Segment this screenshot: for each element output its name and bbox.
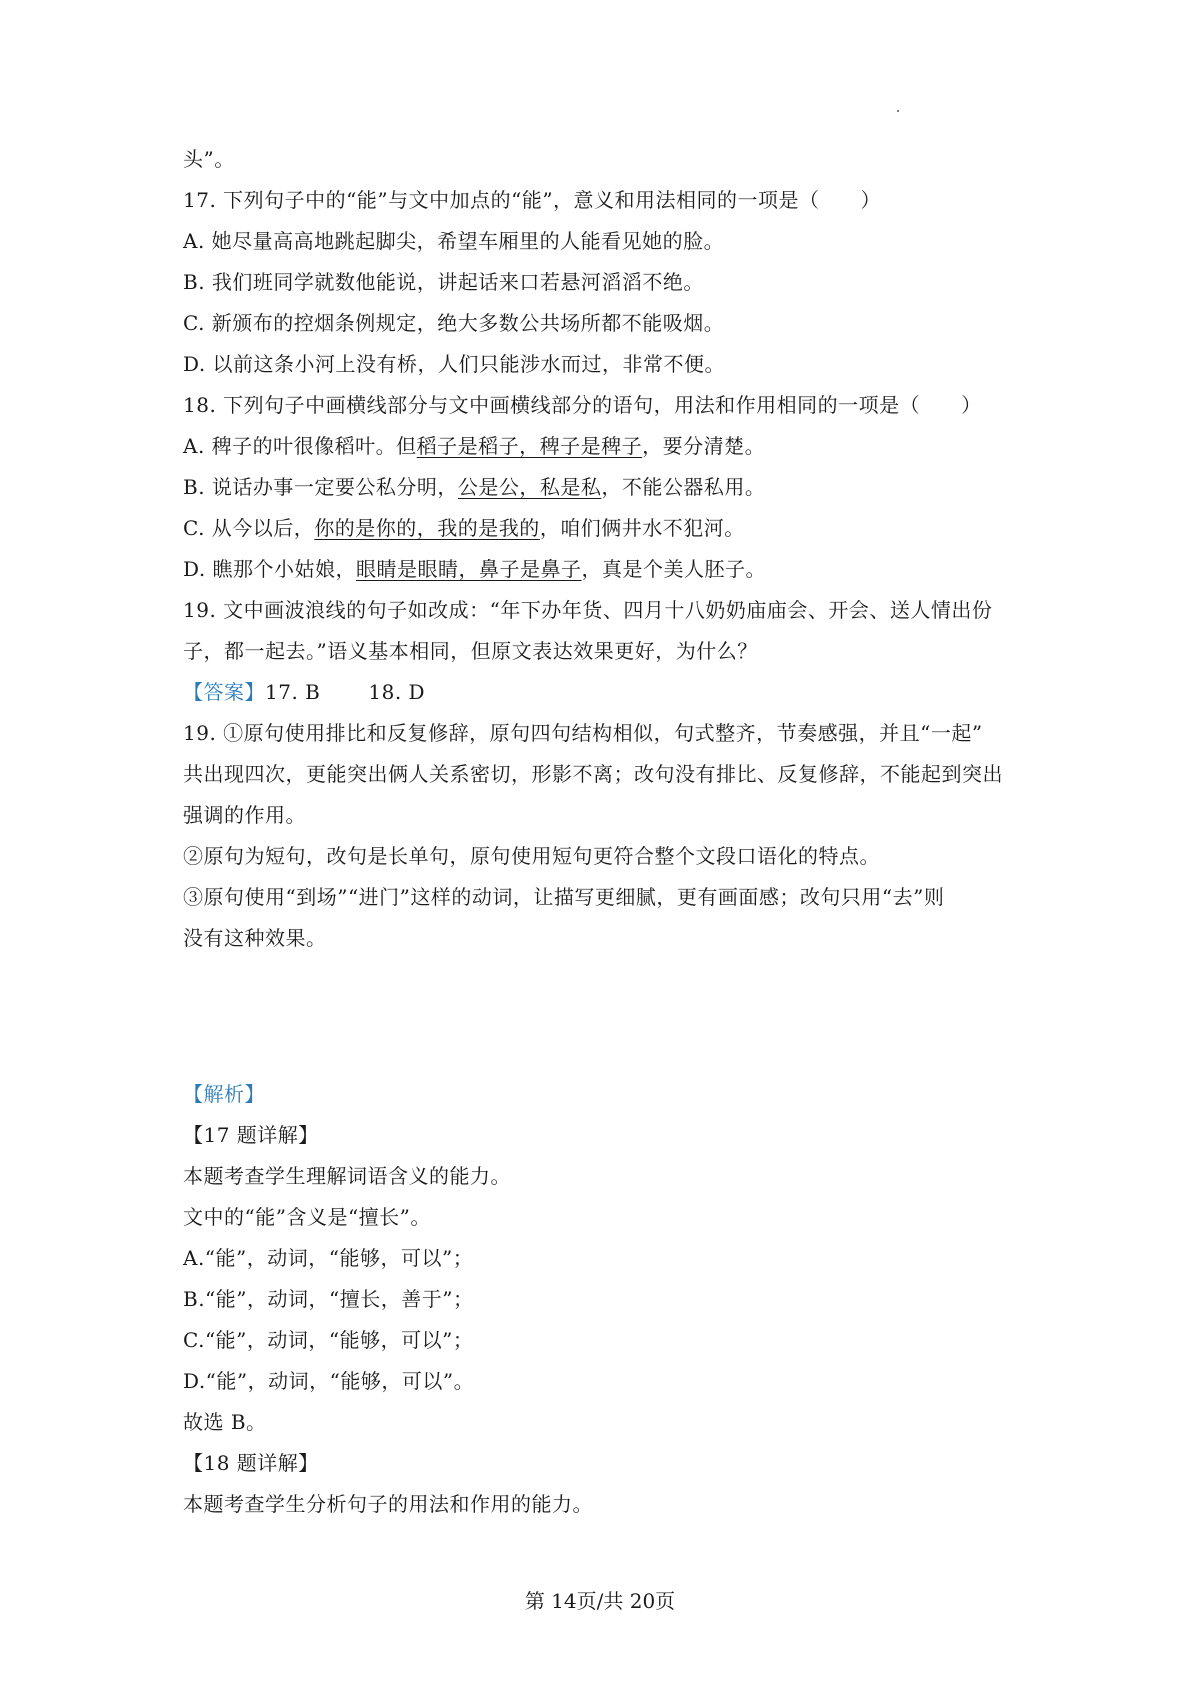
text-line: ③原句使用“到场”“进门”这样的动词，让描写更细腻，更有画面感；改句只用“去”则 — [183, 885, 945, 909]
text-line: 强调的作用。 — [183, 803, 306, 827]
question-18: 18. 下列句子中画横线部分与文中画横线部分的语句，用法和作用相同的一项是（ ） — [183, 393, 982, 417]
section-heading: 【17 题详解】 — [183, 1123, 319, 1147]
text-line: ②原句为短句，改句是长单句，原句使用短句更符合整个文段口语化的特点。 — [183, 844, 880, 868]
answer-18: 18. D — [368, 680, 426, 704]
text-segment: C. 从今以后， — [183, 516, 315, 540]
underlined-phrase: 稻子是稻子，稗子是稗子 — [416, 434, 643, 458]
text-segment: D. 瞧那个小姑娘， — [183, 557, 357, 581]
question-17: 17. 下列句子中的“能”与文中加点的“能”，意义和用法相同的一项是（ ） — [183, 188, 882, 212]
text-line: A.“能”，动词，“能够，可以”； — [183, 1246, 474, 1270]
question-19-cont: 子，都一起去。”语义基本相同，但原文表达效果更好，为什么？ — [183, 639, 758, 663]
text-line: B.“能”，动词，“擅长，善于”； — [183, 1287, 474, 1311]
text-line: 文中的“能”含义是“擅长”。 — [183, 1205, 431, 1229]
question-19: 19. 文中画波浪线的句子如改成：“年下办年货、四月十八奶奶庙庙会、开会、送人情出份 — [183, 598, 993, 622]
underlined-phrase: 眼睛是眼睛，鼻子是鼻子 — [356, 557, 582, 581]
analysis-tag: 【解析】 — [183, 1082, 265, 1106]
option-18-d — [183, 556, 766, 582]
page-number: 第 14页/共 20页 — [524, 1589, 676, 1613]
text-line: D.“能”，动词，“能够，可以”。 — [183, 1369, 475, 1393]
text-line: 头”。 — [183, 147, 235, 171]
text-line: C.“能”，动词，“能够，可以”； — [183, 1328, 474, 1352]
stray-dot — [897, 110, 899, 112]
text-segment: ，要分清楚。 — [642, 434, 766, 458]
option-17-a: A. 她尽量高高地跳起脚尖，希望车厢里的人能看见她的脸。 — [183, 229, 725, 253]
text-line: 本题考查学生分析句子的用法和作用的能力。 — [183, 1492, 593, 1516]
answer-line — [183, 679, 425, 705]
underlined-phrase: 公是公，私是私 — [457, 475, 602, 499]
text-line: 本题考查学生理解词语含义的能力。 — [183, 1164, 511, 1188]
option-18-c — [183, 515, 745, 541]
text-segment: A. 稗子的叶很像稻叶。但 — [183, 434, 417, 458]
text-line: 没有这种效果。 — [183, 926, 327, 950]
option-18-a — [183, 433, 765, 459]
text-segment: B. 说话办事一定要公私分明， — [183, 475, 458, 499]
answer-19: 19. ①原句使用排比和反复修辞，原句四句结构相似，句式整齐，节奏感强，并且“一起” — [183, 721, 983, 745]
section-heading: 【18 题详解】 — [183, 1451, 319, 1475]
text-line: 共出现四次，更能突出俩人关系密切，形影不离；改句没有排比、反复修辞，不能起到突出 — [183, 762, 1003, 786]
option-17-d: D. 以前这条小河上没有桥，人们只能涉水而过，非常不便。 — [183, 352, 726, 376]
text-segment: ，真是个美人胚子。 — [581, 557, 767, 581]
underlined-phrase: 你的是你的，我的是我的 — [314, 516, 540, 540]
text-segment: ，不能公器私用。 — [601, 475, 766, 499]
answer-tag: 【答案】 — [183, 680, 265, 704]
option-18-b — [183, 474, 765, 500]
option-17-b: B. 我们班同学就数他能说，讲起话来口若悬河滔滔不绝。 — [183, 270, 704, 294]
text-segment: ，咱们俩井水不犯河。 — [539, 516, 745, 540]
text-line: 故选 B。 — [183, 1410, 267, 1434]
answer-17: 17. B — [265, 680, 321, 704]
option-17-c: C. 新颁布的控烟条例规定，绝大多数公共场所都不能吸烟。 — [183, 311, 725, 335]
